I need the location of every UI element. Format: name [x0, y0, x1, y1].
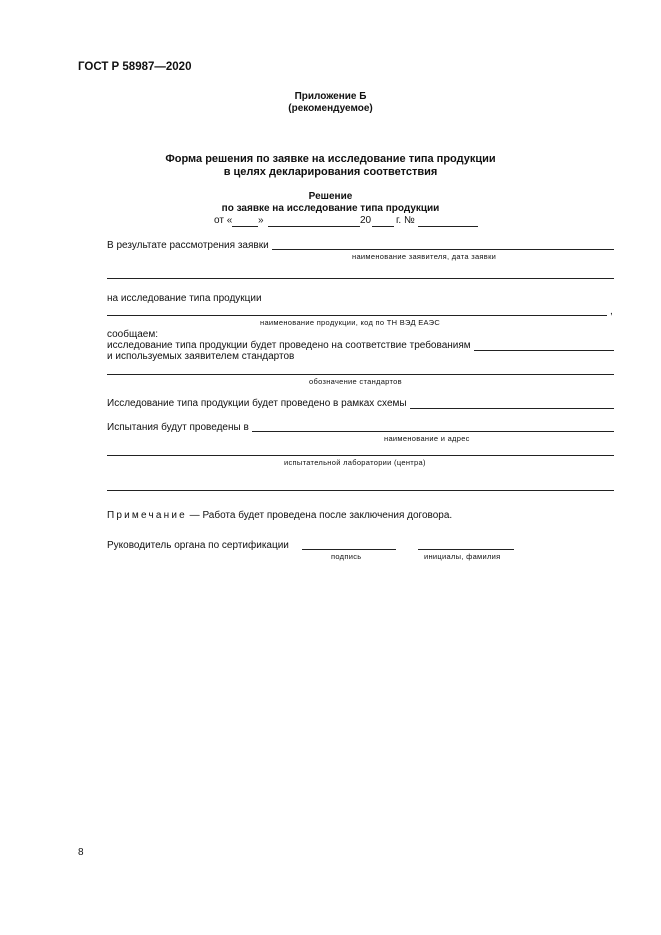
appendix-title: Приложение Б [294, 91, 367, 102]
standard-code: ГОСТ Р 58987—2020 [78, 61, 192, 73]
signature-label: Руководитель органа по сертификации [107, 540, 289, 551]
month-field[interactable] [268, 226, 360, 227]
laboratory-caption-1: наименование и адрес [384, 434, 470, 443]
product-label: на исследование типа продукции [107, 293, 262, 304]
date-quote-close: » [258, 215, 264, 226]
name-field[interactable] [418, 549, 514, 550]
inform-label: сообщаем: [107, 329, 158, 340]
tests-label: Испытания будут проведены в [107, 422, 249, 433]
decision-subtitle: по заявке на исследование типа продукции [221, 203, 440, 214]
scheme-field[interactable] [410, 408, 614, 409]
signature-caption: подпись [331, 552, 362, 561]
requirements-line2: и используемых заявителем стандартов [107, 351, 295, 362]
product-field[interactable] [107, 315, 607, 316]
signature-field[interactable] [302, 549, 396, 550]
number-field[interactable] [418, 226, 478, 227]
applicant-field-continued[interactable] [107, 278, 614, 279]
day-field[interactable] [232, 226, 258, 227]
standards-caption: обозначение стандартов [309, 377, 402, 386]
note-label: Примечание [107, 510, 187, 521]
product-caption: наименование продукции, код по ТН ВЭД ЕАЭС [260, 318, 441, 327]
note-text: — Работа будет проведена после заключения договора. [189, 510, 453, 521]
laboratory-field-extra[interactable] [107, 490, 614, 491]
review-label: В результате рассмотрения заявки [107, 240, 269, 251]
form-title-line1: Форма решения по заявке на исследование типа продукции [165, 153, 496, 165]
year-field[interactable] [372, 226, 394, 227]
standards-field[interactable] [107, 374, 614, 375]
appendix-subtitle: (рекомендуемое) [288, 103, 373, 114]
date-from-label: от « [214, 215, 233, 226]
applicant-caption: наименование заявителя, дата заявки [352, 252, 497, 261]
year-prefix: 20 [360, 215, 372, 226]
scheme-label: Исследование типа продукции будет проведено в рамках схемы [107, 398, 407, 409]
product-comma: , [610, 306, 613, 317]
requirements-field[interactable] [474, 350, 614, 351]
number-label: г. № [396, 215, 415, 226]
page-number: 8 [78, 847, 84, 858]
laboratory-field-continued[interactable] [107, 455, 614, 456]
decision-title: Решение [308, 191, 353, 202]
note [107, 510, 452, 521]
form-title-line2: в целях декларирования соответствия [223, 166, 438, 178]
requirements-line1: исследование типа продукции будет проведено на соответствие требованиям [107, 340, 471, 351]
laboratory-field[interactable] [252, 431, 614, 432]
applicant-field[interactable] [272, 249, 614, 250]
name-caption: инициалы, фамилия [424, 552, 501, 561]
laboratory-caption-2: испытательной лаборатории (центра) [284, 458, 426, 467]
